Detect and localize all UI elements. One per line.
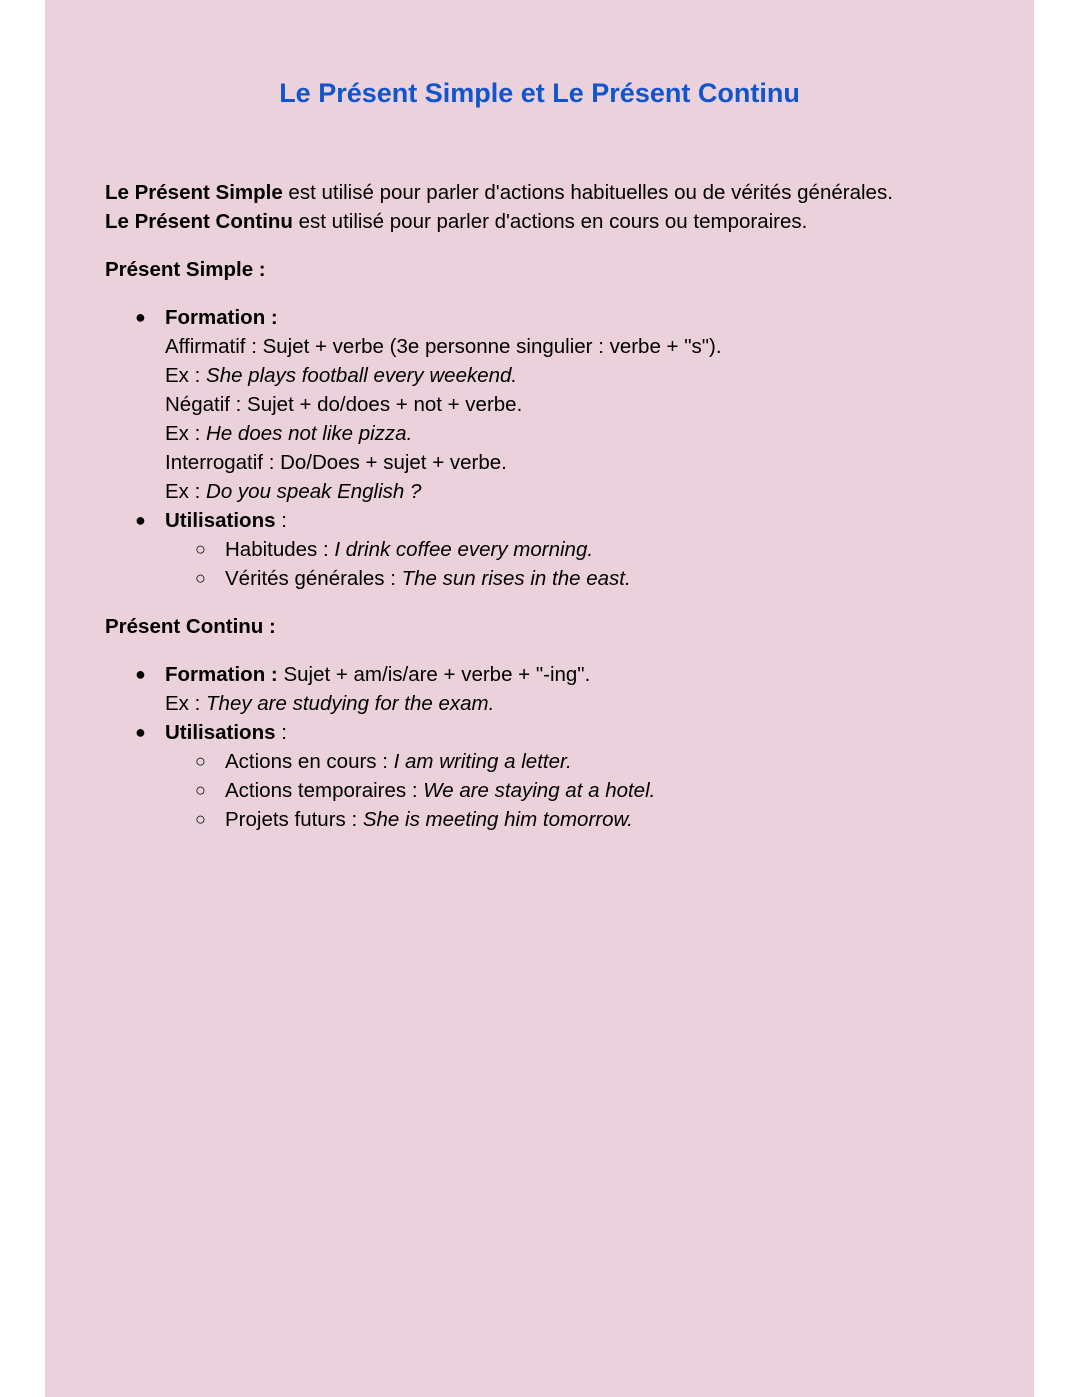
list-item-use: ○ Actions temporaires : We are staying at a hotel.: [105, 776, 985, 805]
document-page: [45, 0, 1034, 1397]
list-item-use: ○ Projets futurs : She is meeting him tomorrow.: [105, 805, 985, 834]
formation-line: Ex : They are studying for the exam.: [165, 692, 495, 715]
bullet-icon: ●: [135, 510, 146, 530]
formation-label: Formation :: [165, 663, 278, 686]
list-item-formation-simple: [105, 303, 985, 506]
bullet-icon: ●: [135, 664, 146, 684]
circle-bullet-icon: ○: [195, 539, 206, 559]
list-item-formation-continuous: ● Formation : Sujet + am/is/are + verbe + "-ing". Ex : They are studying for the exam.: [105, 660, 985, 718]
circle-bullet-icon: ○: [195, 809, 206, 829]
bullet-icon: ●: [135, 722, 146, 742]
formation-line: Interrogatif : Do/Does + sujet + verbe.: [165, 451, 507, 474]
heading-present-simple: Présent Simple :: [105, 258, 266, 281]
list-item-use: ○ Vérités générales : The sun rises in the east.: [105, 564, 985, 593]
circle-bullet-icon: ○: [195, 568, 206, 588]
intro-text-continuous: est utilisé pour parler d'actions en cours ou temporaires.: [292, 210, 808, 233]
formation-line: Ex : He does not like pizza.: [165, 422, 413, 445]
list-item-uses-continuous: ● Utilisations :: [105, 718, 985, 747]
intro-bold-simple: Le Présent Simple: [105, 181, 283, 204]
document-body: [105, 178, 985, 834]
simple-list: [105, 303, 985, 593]
heading-present-continu: Présent Continu :: [105, 615, 276, 638]
formation-line: Affirmatif : Sujet + verbe (3e personne singulier : verbe + "s").: [165, 335, 722, 358]
intro-line-continuous: [105, 207, 985, 236]
intro-text-simple: est utilisé pour parler d'actions habituelles ou de vérités générales.: [282, 181, 893, 204]
uses-label: Utilisations: [165, 721, 276, 744]
page-title: Le Présent Simple et Le Présent Continu: [279, 78, 800, 108]
list-item-uses-simple: ● Utilisations :: [105, 506, 985, 535]
formation-line: Négatif : Sujet + do/does + not + verbe.: [165, 393, 523, 416]
formation-line: Ex : Do you speak English ?: [165, 480, 422, 503]
intro-bold-continuous: Le Présent Continu: [105, 210, 293, 233]
continuous-list: [105, 660, 985, 834]
list-item-use: ○ Habitudes : I drink coffee every morning.: [105, 535, 985, 564]
bullet-icon: ●: [135, 307, 146, 327]
list-item-use: ○ Actions en cours : I am writing a letter.: [105, 747, 985, 776]
uses-label: Utilisations: [165, 509, 276, 532]
formation-label: Formation :: [165, 306, 278, 329]
circle-bullet-icon: ○: [195, 751, 206, 771]
formation-line: Ex : She plays football every weekend.: [165, 364, 518, 387]
circle-bullet-icon: ○: [195, 780, 206, 800]
intro-line-simple: [105, 178, 985, 207]
